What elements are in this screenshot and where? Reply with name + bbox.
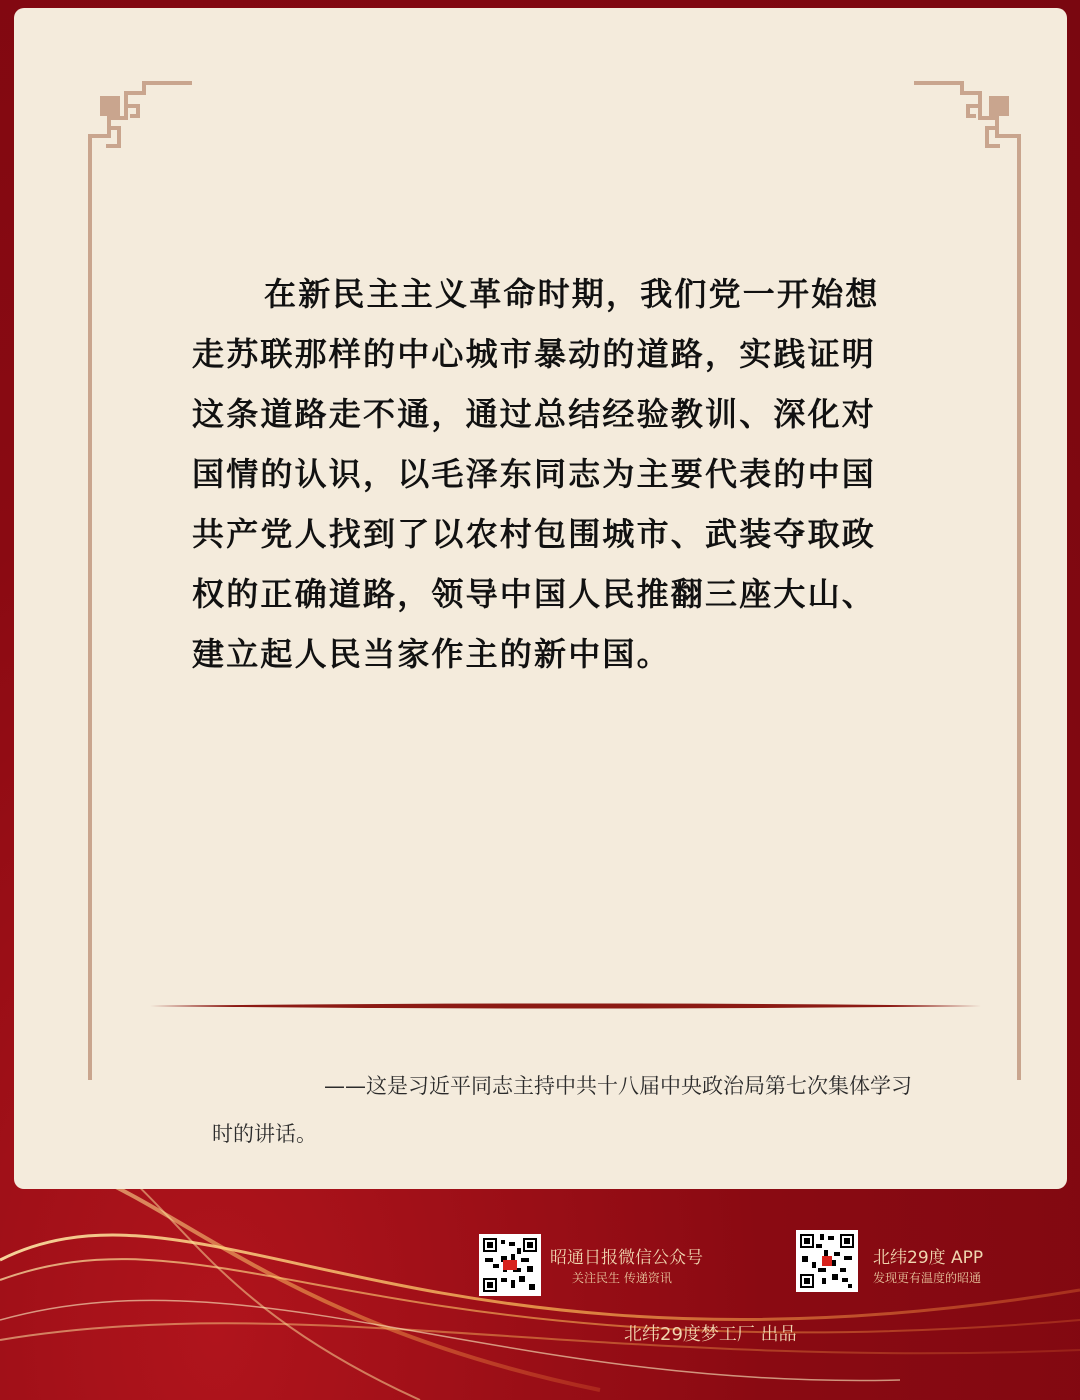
qr-code-icon: [798, 1232, 856, 1290]
qr2-title: 北纬29度 APP: [873, 1248, 984, 1268]
divider-line: [150, 1004, 981, 1009]
quote-text: 在新民主主义革命时期，我们党一开始想走苏联那样的中心城市暴动的道路，实践证明这条道路走不通，通过总结经验教训、深化对国情的认识，以毛泽东同志为主要代表的中国共产党人找到了以农村包围城市、武装夺取政权的正确道路，领导中国人民推翻三座大山、建立起人民当家作主的新中国。: [192, 275, 880, 673]
qr-code-icon: [481, 1236, 539, 1294]
qr2-subtitle: 发现更有温度的昭通: [873, 1271, 982, 1285]
qr1-title: 昭通日报微信公众号: [550, 1248, 703, 1268]
qr1-subtitle: 关注民生 传递资讯: [572, 1271, 672, 1285]
qr-code-wechat[interactable]: [479, 1234, 541, 1296]
producer-credit: 北纬29度梦工厂 出品: [624, 1324, 797, 1345]
qr-code-app[interactable]: [796, 1230, 858, 1292]
source-note: ——这是习近平同志主持中共十八届中央政治局第七次集体学习时的讲话。: [212, 1074, 912, 1146]
